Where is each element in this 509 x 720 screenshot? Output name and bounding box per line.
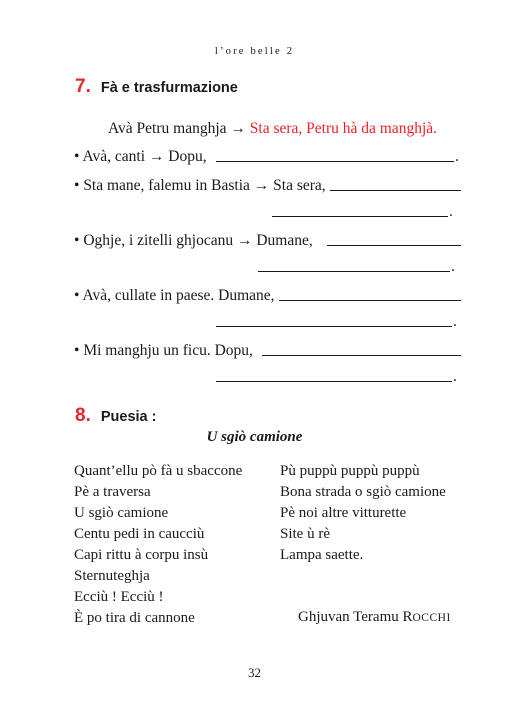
author-last-initial: R (402, 609, 413, 625)
example-source: Avà Petru manghja (108, 120, 227, 137)
line-end-period: . (453, 368, 457, 385)
poem-line: Site ù rè (280, 526, 330, 542)
poem-line: Capi rittu à corpu insù (74, 547, 209, 563)
bullet-icon: • (74, 148, 80, 165)
answer-blank[interactable] (258, 271, 450, 272)
arrow-icon: → (253, 177, 270, 194)
exercise-7-heading (75, 76, 238, 98)
poem-line: Ecciù ! Ecciù ! (74, 589, 164, 605)
item-3 (74, 232, 313, 250)
poem-line: Pè a traversa (74, 484, 151, 500)
item-text: Avà, cullate in paese. Dumane, (82, 287, 275, 304)
poem-line: Pè noi altre vitturette (280, 505, 407, 521)
line-end-period: . (455, 148, 459, 165)
poem-line: Bona strada o sgiò camione (280, 484, 446, 500)
answer-blank[interactable] (272, 216, 448, 217)
poem-line: Lampa saette. (280, 547, 364, 563)
item-prompt: Sta sera, (273, 177, 326, 194)
exercise-number: 8. (75, 405, 91, 426)
example-target: Sta sera, Petru hà da manghjà. (249, 120, 437, 137)
poem-line: Pù puppù puppù puppù (280, 463, 420, 479)
arrow-icon: → (230, 120, 246, 137)
poem-line: Sternuteghja (74, 568, 150, 584)
author-first-name: Ghjuvan Teramu (298, 609, 399, 625)
line-end-period: . (449, 203, 453, 220)
example-sentence (108, 120, 437, 138)
item-5 (74, 342, 253, 360)
item-text: Avà, canti (82, 148, 146, 165)
poem-line: Quant’ellu pò fà u sbaccone (74, 463, 243, 479)
item-1 (74, 148, 207, 166)
page-number: 32 (248, 665, 261, 680)
item-4 (74, 287, 275, 305)
bullet-icon: • (74, 177, 80, 194)
answer-blank[interactable] (330, 190, 461, 191)
answer-blank[interactable] (279, 300, 461, 301)
item-text: Mi manghju un ficu. Dopu, (83, 342, 253, 359)
arrow-icon: → (148, 148, 165, 165)
answer-blank[interactable] (216, 161, 454, 162)
poem-line: U sgiò camione (74, 505, 169, 521)
bullet-icon: • (74, 342, 80, 359)
author-last-rest: OCCHI (412, 612, 451, 624)
item-text: Oghje, i zitelli ghjocanu (83, 232, 234, 249)
poem-line: Centu pedi in caucciù (74, 526, 205, 542)
answer-blank[interactable] (262, 355, 461, 356)
exercise-8-heading (75, 405, 156, 427)
line-end-period: . (451, 258, 455, 275)
poem-title: U sgiò camione (206, 429, 303, 445)
item-2 (74, 177, 326, 195)
line-end-period: . (453, 313, 457, 330)
bullet-icon: • (74, 232, 80, 249)
item-text: Sta mane, falemu in Bastia (83, 177, 250, 194)
exercise-title: Fà e trasfurmazione (100, 80, 238, 96)
bullet-icon: • (74, 287, 80, 304)
item-prompt: Dopu, (168, 148, 207, 165)
exercise-number: 7. (75, 76, 91, 97)
answer-blank[interactable] (327, 245, 461, 246)
answer-blank[interactable] (216, 326, 452, 327)
running-header: l’ore belle 2 (214, 46, 295, 57)
exercise-title: Puesia : (100, 409, 157, 425)
answer-blank[interactable] (216, 381, 452, 382)
poem-author (298, 609, 451, 626)
poem-line: È po tira di cannone (74, 610, 195, 626)
item-prompt: Dumane, (256, 232, 313, 249)
arrow-icon: → (236, 232, 253, 249)
